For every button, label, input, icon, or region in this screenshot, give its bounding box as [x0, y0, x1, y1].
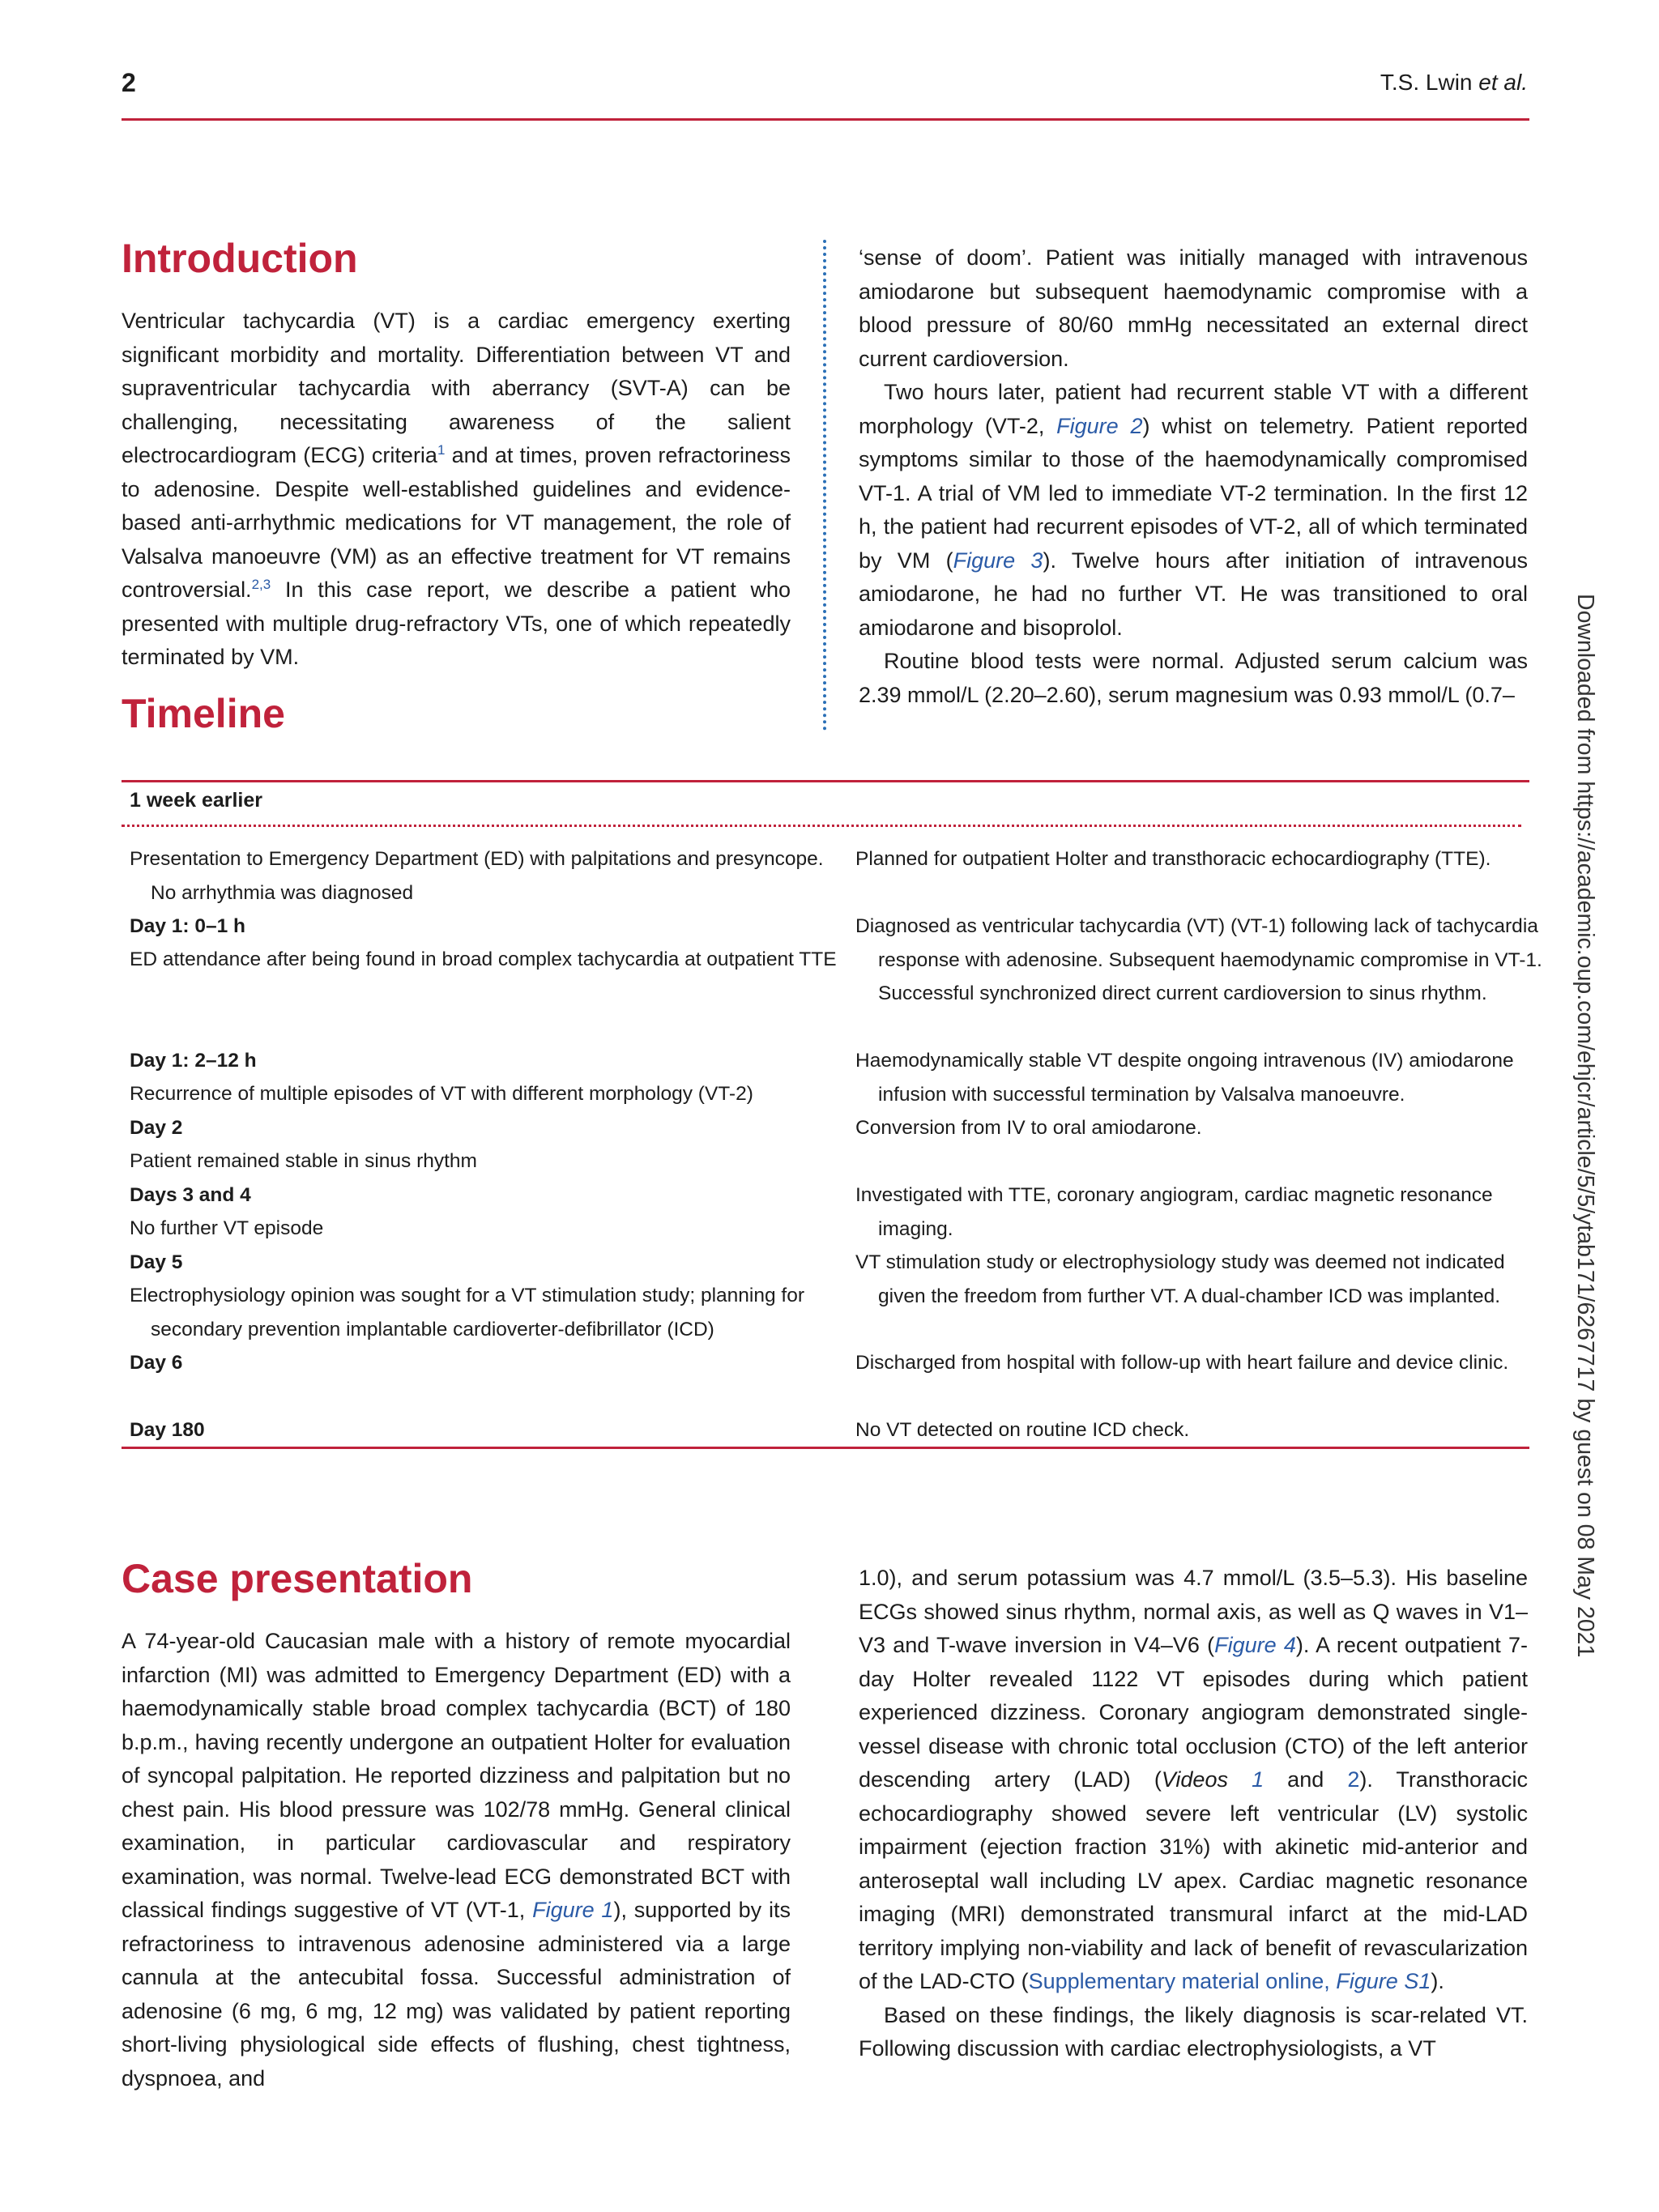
paragraph-blood-tests: Routine blood tests were normal. Adjusted serum calcium was 2.39 mmol/L (2.20–2.60), serum magnesium was 0.93 mmol/L (0.7–	[859, 649, 1528, 707]
paragraph-sense-of-doom: ‘sense of doom’. Patient was initially managed with intravenous amiodarone but subsequent haemodynamic compromise with a blood pressure of 80/60 mmHg necessitated an external direct current cardioversion.	[859, 245, 1528, 371]
timeline-day1a-right: Diagnosed as ventricular tachycardia (VT) (VT-1) following lack of tachycardia response with adenosine. Subsequent haemodynamic compromise in VT-1. Successful synchronized direct current cardioversion to sinus rhythm.	[855, 915, 1542, 1004]
running-head	[1380, 70, 1528, 96]
paragraph-investigations	[859, 1562, 1528, 1999]
timeline-day5-left: Electrophysiology opinion was sought for a VT stimulation study; planning for secondary prevention implantable cardioverter-defibrillator (ICD)	[130, 1285, 805, 1340]
introduction-heading: Introduction	[122, 236, 358, 281]
vt2-text-2: ) whist on telemetry. Patient reported symptoms similar to those of the haemodynamically compromised VT-1. A trial of VM led to immediate VT-2 termination. In the first 12 h, the patient had recurrent episodes of VT-2, all of which terminated by VM (	[859, 413, 1529, 573]
timeline-day1b-label: Day 1: 2–12 h	[130, 1050, 257, 1072]
intro-text-2: and at times, proven refractoriness to adenosine. Despite well-established guidelines and evidence-based anti-arrhythmic medications for VT management, the role of Valsalva manoeuvre (VM) as an effective treatment for VT remains controversial.	[122, 443, 791, 602]
case-paragraph	[122, 1625, 791, 2095]
timeline-day6-label: Day 6	[130, 1352, 183, 1374]
figure-2-link[interactable]: Figure 2	[1056, 413, 1143, 438]
intro-text-1: Ventricular tachycardia (VT) is a cardiac emergency exerting significant morbidity and mortality. Differentiation between VT and supraventricular tachycardia with aberrancy (SVT-A) can be challenging, necessitating awareness of the salient electrocardiogram (ECG) criteria	[122, 309, 791, 467]
figure-4-link[interactable]: Figure 4	[1214, 1633, 1296, 1657]
figure-3-link[interactable]: Figure 3	[953, 548, 1043, 573]
figure-1-link[interactable]: Figure 1	[532, 1898, 614, 1922]
vt2-text-1: Two hours later, patient had recurrent stable VT with a different morphology (VT-2,	[859, 380, 1528, 438]
timeline-day34-label: Days 3 and 4	[130, 1184, 251, 1206]
timeline-day180-label: Day 180	[130, 1419, 205, 1441]
paragraph-diagnosis: Based on these findings, the likely diagnosis is scar-related VT. Following discussion with cardiac electrophysiologists, a VT	[859, 2002, 1528, 2061]
running-head-authors: T.S. Lwin	[1380, 70, 1479, 95]
timeline-day1a-label: Day 1: 0–1 h	[130, 915, 245, 937]
supplementary-material-link[interactable]: Supplementary material online,	[1028, 1969, 1337, 1993]
case-presentation-heading: Case presentation	[122, 1556, 473, 1601]
timeline-day5-label: Day 5	[130, 1251, 183, 1273]
vt2-text-3: ). Twelve hours after initiation of intravenous amiodarone, he had no further VT. He was transitioned to oral amiodarone and bisoprolol.	[859, 548, 1528, 640]
case-text-1: A 74-year-old Caucasian male with a history of remote myocardial infarction (MI) was admitted to Emergency Department (ED) with a haemodynamically stable broad complex tachycardia (BCT) of 180 b.p.m., having recently undergone an outpatient Holter for evaluation of syncopal palpitation. He reported dizziness and palpitation but no chest pain. His blood pressure was 102/78 mmHg. General clinical examination, in particular cardiovascular and respiratory examination, was normal. Twelve-lead ECG demonstrated BCT with classical findings suggestive of VT (VT-1,	[122, 1629, 791, 1922]
introduction-paragraph	[122, 305, 791, 675]
timeline-day34-left: No further VT episode	[130, 1217, 324, 1239]
timeline-day180-right: No VT detected on routine ICD check.	[855, 1419, 1190, 1441]
case-text-2: ), supported by its refractoriness to intravenous adenosine administered via a large cannula at the antecubital fossa. Successful administration of adenosine (6 mg, 6 mg, 12 mg) was validated by patient reporting short-living physiological side effects of flushing, chest tightness, dyspnoea, and	[122, 1898, 791, 2091]
right-column-top	[859, 241, 1528, 712]
page-number: 2	[122, 68, 136, 97]
invest-text-4: ).	[1431, 1969, 1444, 1993]
timeline-heading: Timeline	[122, 691, 285, 736]
citation-ref-2-3[interactable]: 2,3	[251, 577, 271, 592]
download-note: Downloaded from https://academic.oup.com/ehjcr/article/5/5/ytab171/6267717 by guest on 08 May 2021	[1572, 594, 1598, 1658]
invest-text-3: ). Transthoracic echocardiography showed severe left ventricular (LV) systolic impairment (ejection fraction 31%) with akinetic mid-anterior and anteroseptal wall including LV apex. Cardiac magnetic resonance imaging (MRI) demonstrated transmural infarct at the mid-LAD territory implying non-viability and lack of benefit of revascularization of the LAD-CTO (	[859, 1767, 1528, 1993]
invest-text-1: 1.0), and serum potassium was 4.7 mmol/L (3.5–5.3). His baseline ECGs showed sinus rhythm, normal axis, as well as Q waves in V1–V3 and T-wave inversion in V4–V6 (	[859, 1566, 1528, 1657]
timeline-day2-label: Day 2	[130, 1117, 183, 1139]
timeline-header: 1 week earlier	[130, 789, 263, 812]
intro-text-3: In this case report, we describe a patient who presented with multiple drug-refractory VTs, one of which repeatedly terminated by VM.	[122, 578, 791, 669]
paragraph-vt2	[859, 376, 1528, 645]
timeline-week-left: Presentation to Emergency Department (ED) with palpitations and presyncope. No arrhythmia was diagnosed	[130, 848, 824, 904]
timeline-day6-right: Discharged from hospital with follow-up with heart failure and device clinic.	[855, 1352, 1509, 1374]
videos-word: Videos	[1161, 1767, 1228, 1792]
introduction-body	[122, 305, 791, 675]
timeline-day2-left: Patient remained stable in sinus rhythm	[130, 1150, 477, 1172]
citation-ref-1[interactable]: 1	[437, 442, 446, 458]
timeline-header-divider	[122, 825, 1521, 827]
video-1-link[interactable]: 1	[1252, 1767, 1265, 1792]
column-divider	[823, 240, 826, 731]
case-presentation-body	[122, 1625, 791, 2095]
timeline-day34-right: Investigated with TTE, coronary angiogram, cardiac magnetic resonance imaging.	[855, 1184, 1493, 1240]
and-word: and	[1264, 1767, 1348, 1792]
timeline-bottom-rule	[122, 1447, 1529, 1449]
timeline-day1b-right: Haemodynamically stable VT despite ongoing intravenous (IV) amiodarone infusion with successful termination by Valsalva manoeuvre.	[855, 1050, 1514, 1106]
timeline-week-right: Planned for outpatient Holter and transthoracic echocardiography (TTE).	[855, 848, 1491, 870]
timeline-day2-right: Conversion from IV to oral amiodarone.	[855, 1117, 1202, 1139]
video-2-link[interactable]: 2	[1347, 1767, 1360, 1792]
figure-s1-link[interactable]: Figure S1	[1336, 1969, 1431, 1993]
running-head-etal: et al.	[1478, 70, 1528, 95]
timeline-day1a-left: ED attendance after being found in broad complex tachycardia at outpatient TTE	[130, 948, 837, 970]
timeline-top-rule	[122, 780, 1529, 782]
header-rule	[122, 118, 1529, 121]
invest-text-2: ). A recent outpatient 7-day Holter revealed 1122 VT episodes during which patient experienced dizziness. Coronary angiogram demonstrated single-vessel disease with chronic total occlusion (CTO) of the left anterior descending artery (LAD) (	[859, 1633, 1528, 1792]
timeline-day5-right: VT stimulation study or electrophysiology study was deemed not indicated given the freedom from further VT. A dual-chamber ICD was implanted.	[855, 1251, 1505, 1307]
timeline-day1b-left: Recurrence of multiple episodes of VT with different morphology (VT-2)	[130, 1083, 753, 1105]
right-column-bottom	[859, 1562, 1528, 2066]
